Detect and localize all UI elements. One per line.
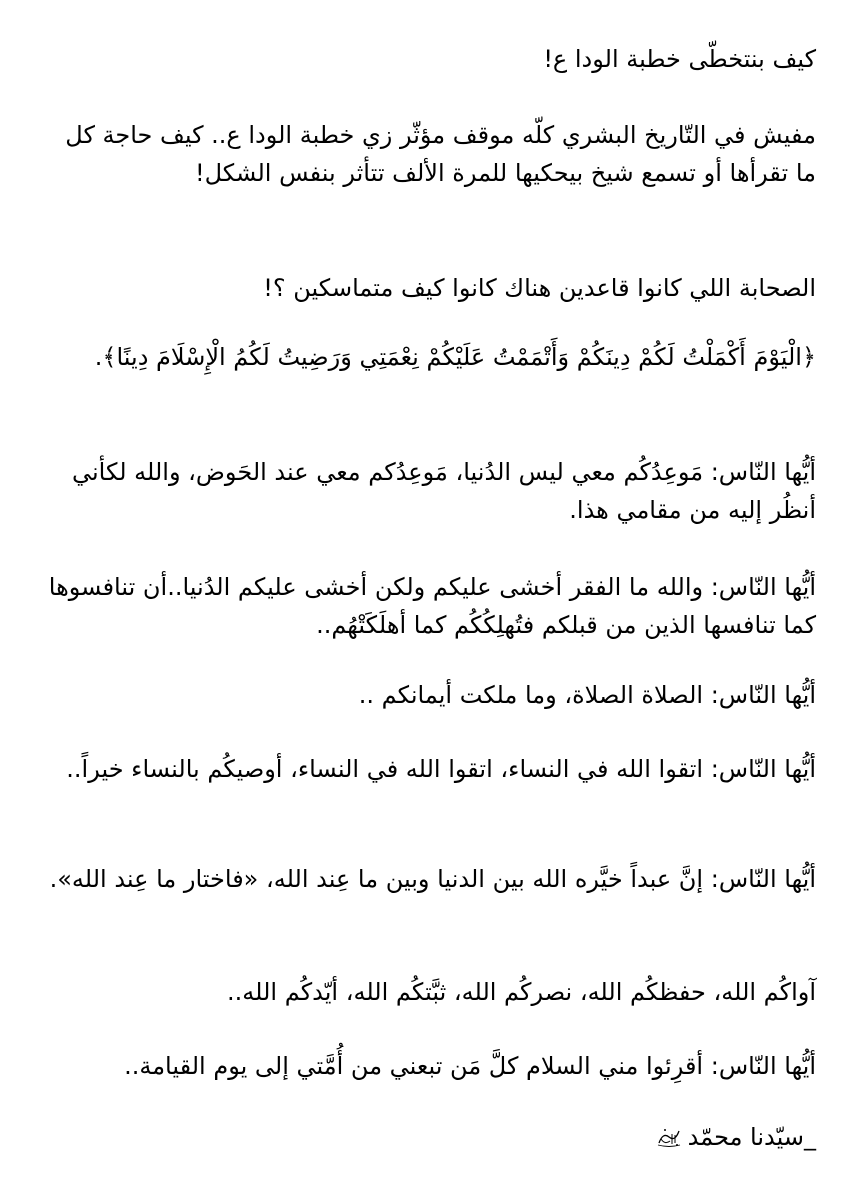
paragraph-2: الصحابة اللي كانوا قاعدين هناك كانوا كيف متماسكين ؟! — [263, 274, 816, 302]
document-title: كيف بنتخطّى خطبة الودا ع! — [543, 45, 816, 73]
paragraph-6: أيُّها النّاس: اتقوا الله في النساء، اتقوا الله في النساء، أوصيكُم بالنساء خيراً.. — [66, 755, 816, 783]
paragraph-9: أيُّها النّاس: أقرِئوا مني السلام كلَّ مَن تبعني من أُمَّتي إلى يوم القيامة.. — [124, 1052, 816, 1080]
paragraph-3: أيُّها النّاس: مَوعِدُكُم معي ليس الدُنيا، مَوعِدُكم معي عند الحَوض، والله لكأني أنظُر إليه من مقامي هذا. — [71, 458, 816, 524]
paragraph-5: أيُّها النّاس: الصلاة الصلاة، وما ملكت أيمانكم .. — [358, 681, 816, 709]
paragraph-1: مفيش في التّاريخ البشري كلّه موقف مؤثّر زي خطبة الودا ع.. كيف حاجة كل ما تقرأها أو تسمع شيخ بيحكيها للمرة الألف تتأثر بنفس الشكل! — [65, 121, 816, 187]
paragraph-7: أيُّها النّاس: إنَّ عبداً خيَّره الله بين الدنيا وبين ما عِند الله، «فاختار ما عِند الله». — [49, 865, 816, 893]
signature-text: _سيّدنا محمّد — [687, 1123, 816, 1151]
signature — [656, 1118, 816, 1156]
document-page — [40, 0, 816, 1200]
paragraph-4: أيُّها النّاس: والله ما الفقر أخشى عليكم ولكن أخشى عليكم الدُنيا..أن تنافسوها كما تنافسها الذين من قبلكم فتُهلِكُكُم كما أهلَكَتْهُم.. — [48, 573, 816, 639]
paragraph-8: آواكُم الله، حفظكُم الله، نصركُم الله، ثبَّتكُم الله، أيّدكُم الله.. — [227, 978, 816, 1006]
quran-verse: ﴿الْيَوْمَ أَكْمَلْتُ لَكُمْ دِينَكُمْ وَأَتْمَمْتُ عَلَيْكُمْ نِعْمَتِي وَرَضِيتُ لَكُمُ الْإِسْلَامَ دِينًا﴾. — [94, 343, 816, 371]
salawat-calligraphy-icon — [656, 1126, 682, 1148]
